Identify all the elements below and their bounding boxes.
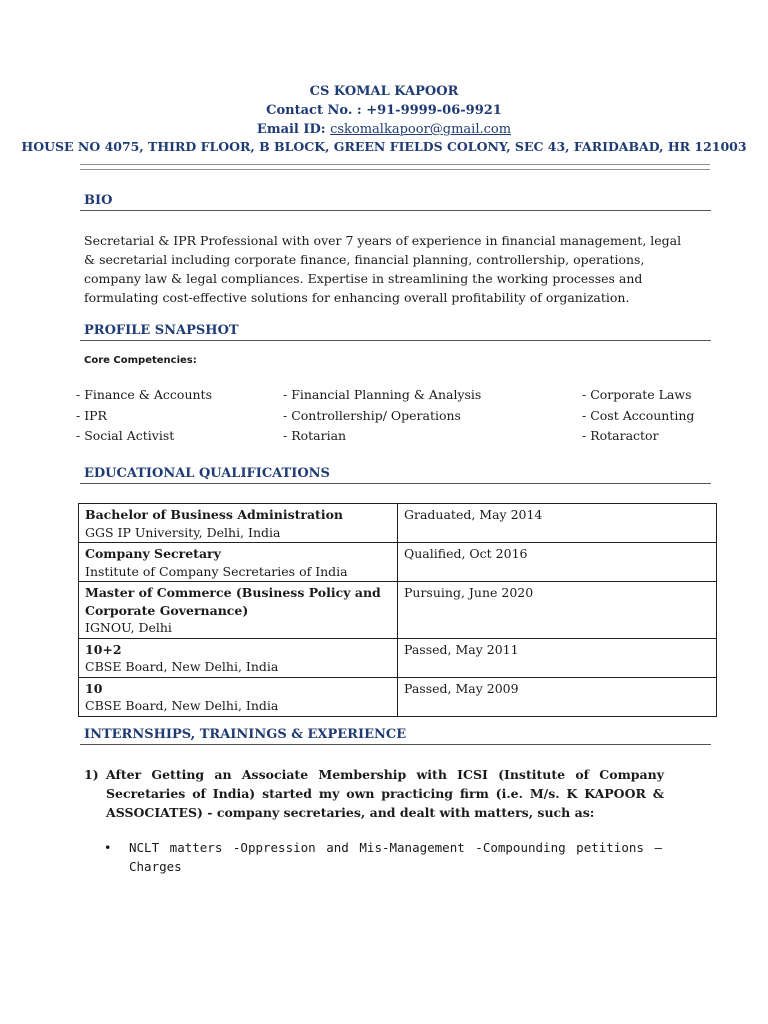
degree-name: 10+2 bbox=[85, 641, 122, 657]
bullet-item bbox=[104, 838, 662, 876]
institution-name: IGNOU, Delhi bbox=[85, 620, 172, 635]
institution-name: Institute of Company Secretaries of India bbox=[85, 563, 348, 579]
bio-text: Secretarial & IPR Professional with over 7 years of experience in financial management, legal & secretarial including corporate finance, financial planning, controllership, operations, company law & legal compliances. Expertise in streamlining the working processes and formulating cost-effective solutions for enhancing overall profitability of organization. bbox=[84, 233, 682, 305]
experience-item bbox=[84, 765, 664, 822]
competency-item: - IPR bbox=[76, 407, 107, 423]
contact-line bbox=[0, 103, 768, 118]
table-row bbox=[79, 543, 717, 582]
institution-name: GGS IP University, Delhi, India bbox=[85, 524, 281, 540]
competency-item: - Controllership/ Operations bbox=[283, 407, 461, 423]
experience-text: After Getting an Associate Membership with ICSI (Institute of Company Secretaries of India) started my own practicing firm (i.e. M/s. K KAPOOR & ASSOCIATES) - company secretaries, and dealt with matters, such as: bbox=[106, 767, 664, 820]
header-divider-bottom bbox=[80, 169, 710, 170]
candidate-name: CS KOMAL KAPOOR bbox=[309, 84, 459, 99]
profile-rule bbox=[80, 340, 711, 341]
institution-name: CBSE Board, New Delhi, India bbox=[85, 698, 279, 713]
table-row bbox=[79, 582, 717, 639]
bullet-icon: • bbox=[104, 840, 112, 855]
competency-item: - Cost Accounting bbox=[582, 407, 695, 423]
competencies-column-1 bbox=[76, 385, 212, 447]
contact-label: Contact No. : bbox=[266, 103, 367, 118]
experience-rule bbox=[80, 744, 711, 745]
email-link[interactable]: cskomalkapoor@gmail.com bbox=[330, 122, 512, 137]
status-cell: Pursuing, June 2020 bbox=[398, 582, 717, 639]
competency-item: - Corporate Laws bbox=[582, 387, 692, 402]
address: HOUSE NO 4075, THIRD FLOOR, B BLOCK, GREEN FIELDS COLONY, SEC 43, FARIDABAD, HR 121003 bbox=[21, 139, 747, 154]
institution-name: CBSE Board, New Delhi, India bbox=[85, 659, 279, 674]
bio-rule bbox=[80, 210, 711, 211]
competency-item: - Financial Planning & Analysis bbox=[283, 387, 482, 402]
status-cell: Passed, May 2009 bbox=[398, 677, 717, 716]
competency-item: - Rotarian bbox=[283, 428, 347, 443]
competency-item: - Rotaractor bbox=[582, 428, 659, 443]
bio-heading: BIO bbox=[84, 193, 113, 208]
header-divider-top bbox=[80, 164, 710, 165]
bullet-text: NCLT matters -Oppression and Mis-Management -Compounding petitions – Charges bbox=[129, 840, 662, 874]
degree-cell bbox=[79, 582, 398, 639]
item-number: 1) bbox=[84, 767, 99, 782]
degree-cell bbox=[79, 543, 398, 582]
table-row bbox=[79, 504, 717, 543]
status-cell: Qualified, Oct 2016 bbox=[398, 543, 717, 582]
degree-cell bbox=[79, 504, 398, 543]
degree-name: 10 bbox=[85, 680, 103, 696]
contact-number: +91-9999-06-9921 bbox=[366, 103, 502, 118]
profile-heading: PROFILE SNAPSHOT bbox=[84, 323, 239, 338]
education-heading: EDUCATIONAL QUALIFICATIONS bbox=[84, 466, 330, 481]
degree-cell bbox=[79, 677, 398, 716]
email-line bbox=[0, 122, 768, 137]
status-cell: Passed, May 2011 bbox=[398, 638, 717, 677]
degree-name: Master of Commerce (Business Policy and Corporate Governance) bbox=[85, 585, 381, 618]
email-label: Email ID: bbox=[256, 122, 331, 137]
table-row bbox=[79, 638, 717, 677]
education-rule bbox=[80, 483, 711, 484]
competencies-column-3 bbox=[582, 385, 694, 447]
education-table bbox=[78, 503, 717, 717]
degree-cell bbox=[79, 638, 398, 677]
degree-name: Bachelor of Business Administration bbox=[85, 507, 344, 522]
competency-item: - Finance & Accounts bbox=[76, 387, 212, 402]
core-competencies-label: Core Competencies: bbox=[84, 355, 197, 366]
table-row bbox=[79, 677, 717, 716]
competency-item: - Social Activist bbox=[76, 428, 175, 443]
experience-heading: INTERNSHIPS, TRAININGS & EXPERIENCE bbox=[84, 727, 407, 742]
status-cell: Graduated, May 2014 bbox=[398, 504, 717, 543]
competencies-column-2 bbox=[283, 385, 481, 447]
degree-name: Company Secretary bbox=[85, 546, 221, 561]
